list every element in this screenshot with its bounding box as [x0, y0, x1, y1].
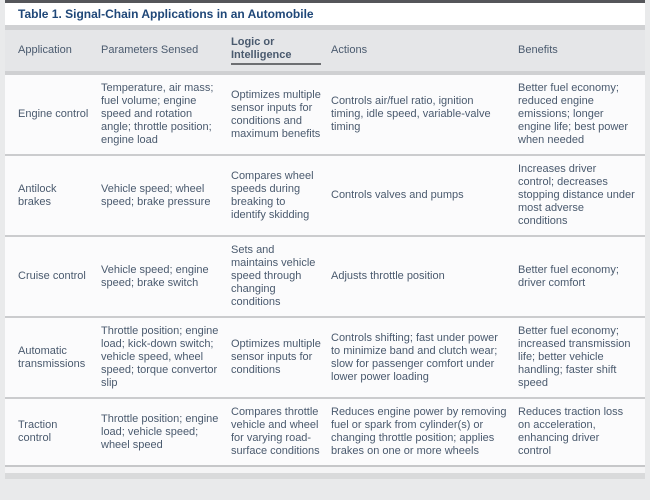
table-row-cruise-control [5, 236, 645, 317]
cell-parameters-sensed: Throttle position; engine load; kick-down switch; vehicle speed, wheel speed; torque convertor slip [101, 317, 231, 398]
cell-benefits: Better fuel economy; reduced engine emissions; longer engine life; best power when needed [518, 73, 645, 155]
table-row-engine-control [5, 73, 645, 155]
cell-logic: Compares throttle vehicle and wheel for varying road-surface conditions [231, 398, 331, 465]
cell-actions: Reduces engine power by removing fuel or spark from cylinder(s) or changing throttle position; applies brakes on one or more wheels [331, 398, 518, 465]
table-header-row [5, 30, 645, 73]
cell-logic: Sets and maintains vehicle speed through changing conditions [231, 236, 331, 317]
table-bottom-border [5, 473, 645, 479]
cell-parameters-sensed: Throttle position; engine load; vehicle speed; wheel speed [101, 398, 231, 465]
table-row-traction-control [5, 398, 645, 465]
cell-parameters-sensed: Vehicle speed; engine speed; brake switch [101, 236, 231, 317]
cell-actions: Controls air/fuel ratio, ignition timing, idle speed, variable-valve timing [331, 73, 518, 155]
cell-logic: Optimizes multiple sensor inputs for conditions and maximum benefits [231, 73, 331, 155]
table-row-automatic-transmissions [5, 317, 645, 398]
cell-parameters-sensed: Temperature, air mass; fuel volume; engine speed and rotation angle; throttle position; engine load [101, 73, 231, 155]
cell-actions: Controls valves and pumps [331, 155, 518, 236]
cell-application: Antilock brakes [5, 155, 101, 236]
cell-logic: Compares wheel speeds during breaking to identify skidding [231, 155, 331, 236]
cell-benefits: Better fuel economy; driver comfort [518, 236, 645, 317]
column-header-logic-label: Logic or Intelligence [231, 36, 321, 65]
cell-application: Cruise control [5, 236, 101, 317]
table-row-antilock-brakes [5, 155, 645, 236]
cell-benefits: Reduces traction loss on acceleration, enhancing driver control [518, 398, 645, 465]
column-header-application: Application [5, 30, 101, 73]
cell-application: Engine control [5, 73, 101, 155]
cell-parameters-sensed: Vehicle speed; wheel speed; brake pressure [101, 155, 231, 236]
column-header-logic-or-intelligence [231, 30, 331, 73]
cell-application: Automatic transmissions [5, 317, 101, 398]
cell-actions: Adjusts throttle position [331, 236, 518, 317]
cell-actions: Controls shifting; fast under power to minimize band and clutch wear; slow for passenger comfort under lower power loading [331, 317, 518, 398]
cell-application: Traction control [5, 398, 101, 465]
column-header-parameters-sensed: Parameters Sensed [101, 30, 231, 73]
table-title: Table 1. Signal-Chain Applications in an Automobile [5, 3, 645, 25]
column-header-actions: Actions [331, 30, 518, 73]
cell-benefits: Better fuel economy; increased transmission life; better vehicle handling; faster shift speed [518, 317, 645, 398]
signal-chain-table [5, 30, 645, 465]
column-header-benefits: Benefits [518, 30, 645, 73]
cell-benefits: Increases driver control; decreases stopping distance under most adverse conditions [518, 155, 645, 236]
cell-logic: Optimizes multiple sensor inputs for conditions [231, 317, 331, 398]
